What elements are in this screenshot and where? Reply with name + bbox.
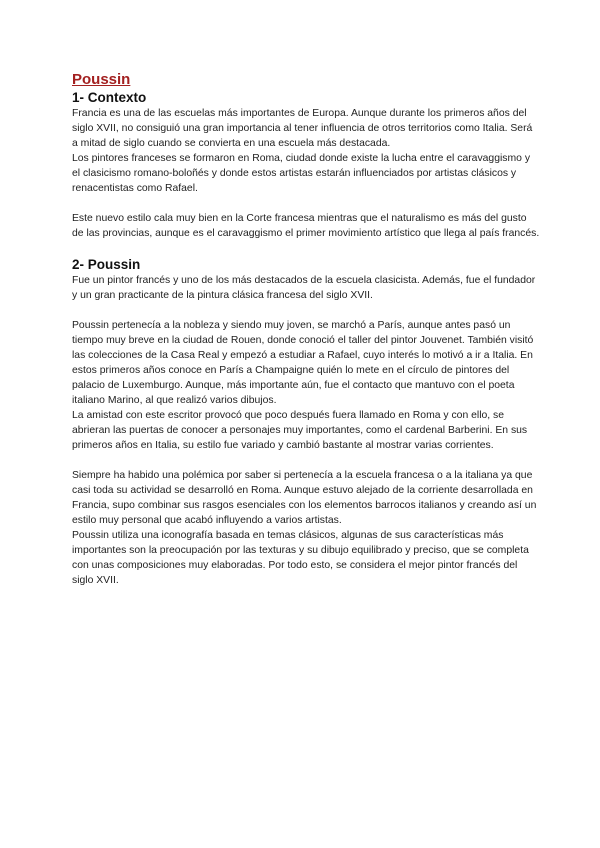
paragraph: Francia es una de las escuelas más importantes de Europa. Aunque durante los primeros años del siglo XVII, no consiguió una gran importancia al tener influencia de otros territorios como Italia. Será a mitad de siglo cuando se convierta en una escuela más destacada.	[72, 108, 533, 149]
section-spacer	[72, 241, 540, 256]
document-title: Poussin	[72, 71, 131, 88]
paragraph: Los pintores franceses se formaron en Roma, ciudad donde existe la lucha entre el caravaggismo y el clasicismo romano-boloñés y donde estos artistas estarán influenciados por artistas clásicos y renacentistas como Rafael.	[72, 153, 531, 194]
paragraph-spacer	[72, 303, 540, 318]
paragraph: Este nuevo estilo cala muy bien en la Corte francesa mientras que el naturalismo es más del gusto de las provincias, aunque es el caravaggismo el primer movimiento artístico que llega al país francés.	[72, 213, 540, 239]
paragraph: Fue un pintor francés y uno de los más destacados de la escuela clasicista. Además, fue el fundador y un gran practicante de la pintura clásica francesa del siglo XVII.	[72, 275, 536, 301]
paragraph: Poussin pertenecía a la nobleza y siendo muy joven, se marchó a París, aunque antes pasó un tiempo muy breve en la ciudad de Rouen, donde conoció el taller del pintor Jouvenet. También visitó las colecciones de la Casa Real y empezó a estudiar a Rafael, cuyo interés lo motivó a ir a Italia. En estos primeros años conoce en París a Champaigne quién lo mete en el círculo de pintores del palacio de Luxemburgo. Aunque, más importante aún, fue el contacto que mantuvo con el poeta italiano Marino, al que realizó varios dibujos.	[72, 320, 534, 406]
paragraph-spacer	[72, 453, 540, 468]
section-heading-poussin: 2- Poussin	[72, 257, 141, 272]
paragraph: Siempre ha habido una polémica por saber si pertenecía a la escuela francesa o a la italiana ya que casi toda su actividad se desarrolló en Roma. Aunque estuvo alejado de la corriente desarrollada en Francia, supo combinar sus rasgos esenciales con los elementos barrocos italianos y creando así un estilo muy personal que acabó influyendo a varios artistas.	[72, 470, 537, 526]
paragraph: La amistad con este escritor provocó que poco después fuera llamado en Roma y con ello, se abrieran las puertas de conocer a personajes muy importantes, como el cardenal Barberini. En sus primeros años en Italia, su estilo fue variado y cambió bastante al mostrar varias corrientes.	[72, 410, 528, 451]
paragraph-spacer	[72, 196, 540, 211]
paragraph: Poussin utiliza una iconografía basada en temas clásicos, algunas de sus características más importantes son la preocupación por las texturas y su dibujo equilibrado y preciso, que se completa con unas composiciones muy elaboradas. Por todo esto, se considera el mejor pintor francés del siglo XVII.	[72, 530, 529, 586]
section-heading-contexto: 1- Contexto	[72, 90, 147, 105]
